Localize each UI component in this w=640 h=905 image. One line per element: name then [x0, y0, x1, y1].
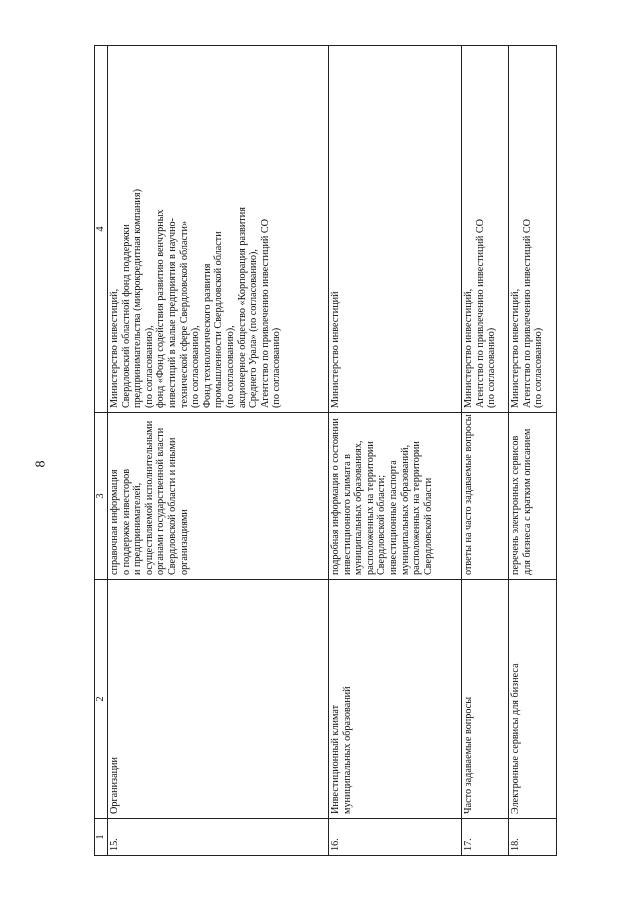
- content-line: Свердловской области: [422, 477, 434, 575]
- title-line: муниципальных образований: [341, 686, 353, 814]
- executor-line: Министерство инвестиций,: [510, 288, 521, 408]
- content-line: и предпринимателей,: [132, 482, 144, 575]
- content-line: органами государственной власти: [155, 427, 167, 575]
- executor-line: технической сфере Свердловской области»: [178, 220, 190, 408]
- executor-line: Фонд технологического развития: [201, 263, 213, 408]
- executor-line: (по согласованию),: [143, 325, 155, 408]
- section-content: [509, 413, 557, 580]
- content-line: ответы на часто задаваемые вопросы: [463, 414, 474, 575]
- executor-line: (по согласованию): [486, 327, 498, 408]
- executor-line: (по согласованию),: [190, 325, 202, 408]
- responsible-executors: [108, 46, 329, 413]
- executor-line: Министерство инвестиций,: [463, 288, 474, 408]
- executor-line: фонд «Фонд содействия развитию венчурных: [155, 209, 167, 408]
- content-line: расположенных на территории: [411, 441, 423, 575]
- rotated-table-wrapper: [94, 82, 580, 856]
- executor-line: Министерство инвестиций,: [109, 288, 120, 408]
- header-col-3: 3: [95, 413, 108, 580]
- content-line: Свердловской области;: [376, 474, 388, 575]
- executor-line: Министерство инвестиций: [330, 291, 341, 408]
- executor-line: Агентство по привлечению инвестиций СО: [259, 218, 271, 408]
- responsible-executors: [329, 46, 462, 413]
- executor-line: акционерное общество «Корпорация развития: [236, 207, 248, 408]
- content-line: инвестиционного климата в: [341, 454, 353, 575]
- header-col-4: 4: [95, 46, 108, 413]
- content-line: муниципальных образований,: [399, 444, 411, 575]
- executor-line: Агентство по привлечению инвестиций СО: [474, 218, 486, 408]
- row-number: 17.: [462, 819, 509, 856]
- content-line: подробная информация о состоянии: [330, 418, 341, 575]
- content-line: инвестиционные паспорта: [387, 460, 399, 575]
- content-line: организациями: [178, 509, 190, 575]
- section-title: [329, 580, 462, 819]
- row-number: 15.: [108, 819, 329, 856]
- table-row: [108, 46, 329, 856]
- row-number: 18.: [509, 819, 557, 856]
- executor-line: (по согласованию),: [224, 325, 236, 408]
- content-line: расположенных на территории: [364, 441, 376, 575]
- content-line: о поддержке инвесторов: [120, 468, 132, 575]
- responsible-executors: [462, 46, 509, 413]
- executor-line: Агентство по привлечению инвестиций СО: [521, 218, 533, 408]
- table-header-row: [95, 46, 108, 856]
- content-line: перечень электронных сервисов: [510, 435, 521, 575]
- responsible-executors: [509, 46, 557, 413]
- executor-line: Свердловский областной фонд поддержки: [120, 224, 132, 408]
- table-row: [462, 46, 509, 856]
- page-number: 8: [33, 460, 49, 468]
- table-row: [509, 46, 557, 856]
- title-line: Инвестиционный климат: [330, 704, 341, 814]
- header-col-2: 2: [95, 580, 108, 819]
- executor-line: предпринимательства (микрокредитная компания): [132, 189, 144, 408]
- content-line: осуществляемой исполнительными: [143, 420, 155, 575]
- content-line: справочная информация: [109, 469, 120, 575]
- content-line: Свердловской области и иными: [166, 437, 178, 575]
- section-content: [462, 413, 509, 580]
- section-title: Организации: [108, 580, 329, 819]
- executor-line: инвестиций в малые предприятия в научно-: [166, 217, 178, 408]
- executor-line: (по согласованию): [271, 327, 283, 408]
- section-title: Электронные сервисы для бизнеса: [509, 580, 557, 819]
- row-number: 16.: [329, 819, 462, 856]
- section-content: [329, 413, 462, 580]
- executor-line: Среднего Урала» (по согласованию),: [248, 249, 260, 408]
- measures-table: [94, 45, 557, 856]
- executor-line: промышленности Свердловской области: [213, 231, 225, 408]
- header-col-1: 1: [95, 819, 108, 856]
- content-line: для бизнеса с кратким описанием: [521, 428, 533, 575]
- executor-line: (по согласованию): [533, 327, 545, 408]
- content-line: муниципальных образованиях,: [353, 440, 365, 575]
- section-content: [108, 413, 329, 580]
- table-row: [329, 46, 462, 856]
- section-title: Часто задаваемые вопросы: [462, 580, 509, 819]
